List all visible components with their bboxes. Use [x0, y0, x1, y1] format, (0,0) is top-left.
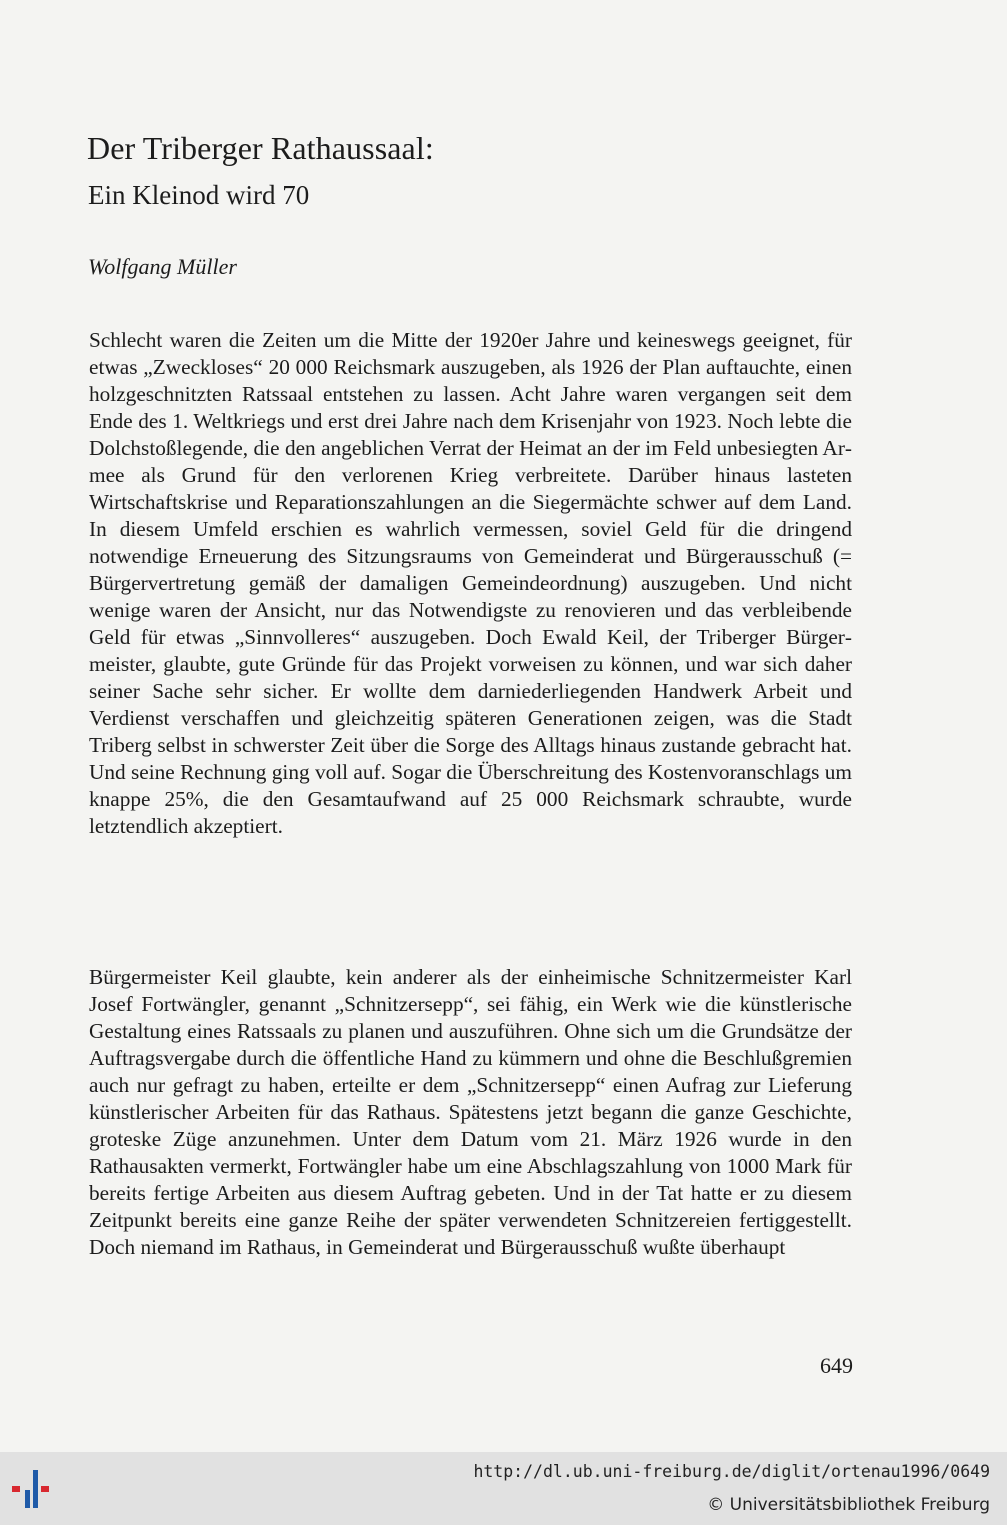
library-logo-icon: [10, 1466, 66, 1512]
body-paragraph-1: Schlecht waren die Zeiten um die Mitte der 1920er Jahre und keineswegs geeignet, für etwas „Zweckloses“ 20 000 Reichsmark auszugeben, als 1926 der Plan auftauchte, einen holzgeschnitzten Ratssaal entstehen zu lassen. Acht Jahre waren vergangen seit dem Ende des 1. Weltkriegs und erst drei Jahre nach dem Krisenjahr von 1923. Noch lebte die Dolchstoßlegende, die den angeblichen Verrat der Heimat an der im Feld unbesiegten Armee als Grund für den verlorenen Krieg verbreitete. Darüber hinaus lasteten Wirtschaftskrise und Reparationszahlungen an die Siegermächte schwer auf dem Land. In diesem Umfeld erschien es wahrlich vermessen, soviel Geld für die dringend notwendige Erneuerung des Sitzungsraums von Gemeinderat und Bürgerausschuß (= Bürgervertretung gemäß der damaligen Gemeindeordnung) auszugeben. Und nicht wenige waren der Ansicht, nur das Notwendigste zu renovieren und das verbleibende Geld für etwas „Sinnvolleres“ auszugeben. Doch Ewald Keil, der Triberger Bürgermeister, glaubte, gute Gründe für das Projekt vorweisen zu können, und war sich daher seiner Sache sehr sicher. Er wollte dem darniederliegenden Handwerk Arbeit und Verdienst verschaffen und gleichzeitig späteren Generationen zeigen, was die Stadt Triberg selbst in schwerster Zeit über die Sorge des Alltags hinaus zustande gebracht hat. Und seine Rechnung ging voll auf. Sogar die Überschreitung des Kostenvoranschlags um knappe 25%, die den Gesamtaufwand auf 25 000 Reichsmark schraubte, wurde letztendlich akzeptiert.: [89, 328, 852, 838]
author-name: Wolfgang Müller: [88, 254, 237, 279]
body-paragraph-2: Bürgermeister Keil glaubte, kein anderer als der einheimische Schnitzermeister Karl Josef Fortwängler, genannt „Schnitzersepp“, sei fähig, ein Werk wie die künstlerische Gestaltung eines Ratssaals zu planen und auszuführen. Ohne sich um die Grundsätze der Auftragsvergabe durch die öffentliche Hand zu kümmern und ohne die Beschlußgremien auch nur gefragt zu haben, erteilte er dem „Schnitzersepp“ einen Aufrag zur Lieferung künstlerischer Arbeiten für das Rathaus. Spätestens jetzt begann die ganze Geschichte, groteske Züge anzunehmen. Unter dem Datum vom 21. März 1926 wurde in den Rathausakten vermerkt, Fortwängler habe um eine Abschlagszahlung von 1000 Mark für bereits fertige Arbeiten aus diesem Auftrag gebeten. Und in der Tat hatte er zu diesem Zeitpunkt bereits eine ganze Reihe der später verwendeten Schnitzereien fertiggestellt. Doch niemand im Rathaus, in Gemeinderat und Bürgerausschuß wußte überhaupt: [89, 965, 852, 1259]
article-subtitle: Ein Kleinod wird 70: [88, 180, 310, 210]
library-footer: [0, 1452, 1007, 1525]
page-number: 649: [820, 1353, 853, 1378]
copyright-notice: © Universitätsbibliothek Freiburg: [707, 1495, 990, 1515]
source-url-link[interactable]: http://dl.ub.uni-freiburg.de/diglit/ortenau1996/0649: [473, 1462, 990, 1481]
article-title: Der Triberger Rathaussaal:: [87, 130, 434, 166]
